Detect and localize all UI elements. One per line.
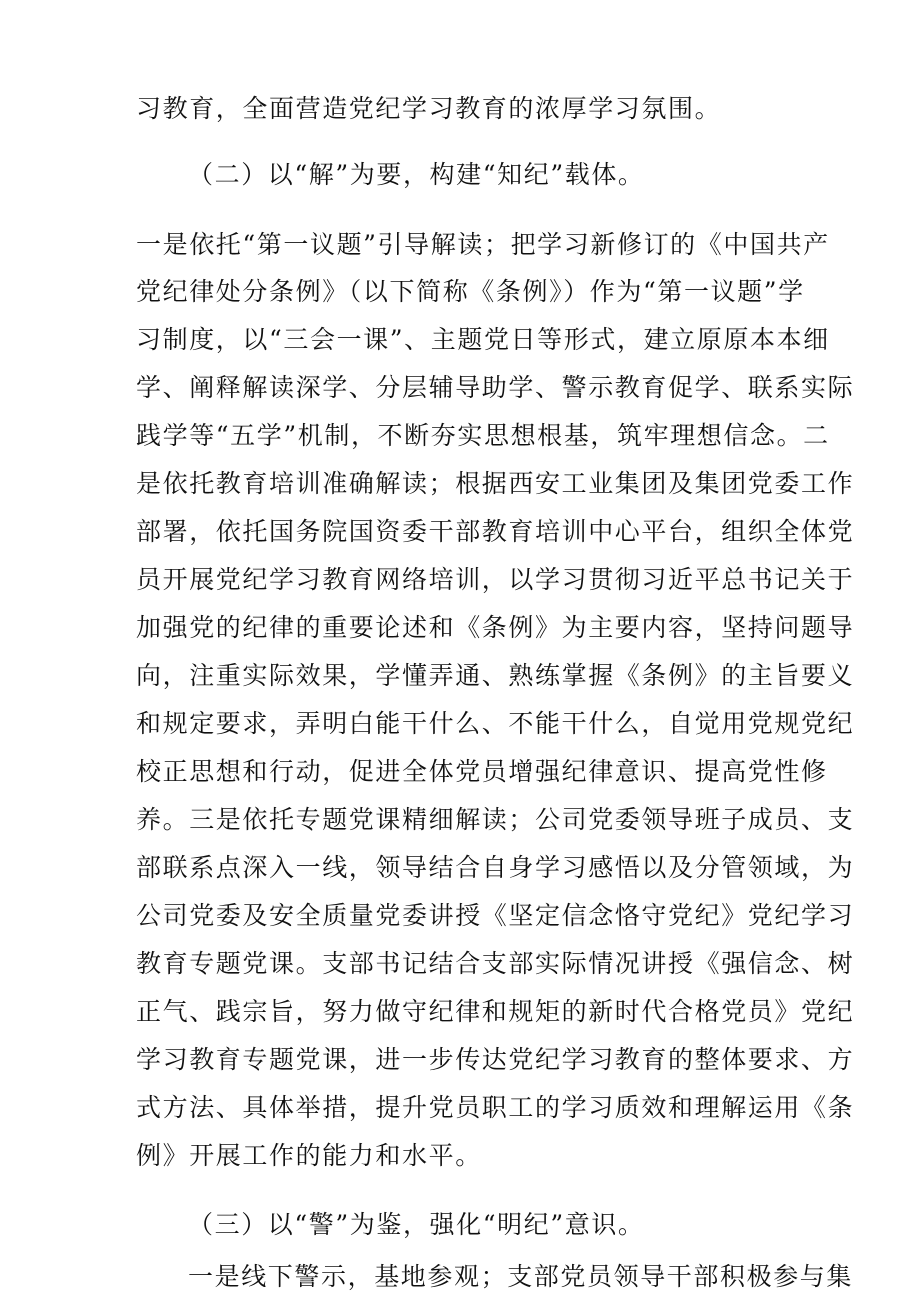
text-line: 一是依托“第一议题”引导解读；把学习新修订的《中国共产: [136, 230, 830, 259]
text-line: 向，注重实际效果，学懂弄通、熟练掌握《条例》的主旨要义: [136, 661, 855, 690]
text-line: 践学等“五学”机制，不断夯实思想根基，筑牢理想信念。二: [136, 421, 830, 450]
text-line: 教育专题党课。支部书记结合支部实际情况讲授《强信念、树: [136, 949, 855, 978]
text-line: 校正思想和行动，促进全体党员增强纪律意识、提高党性修: [136, 757, 828, 786]
text-line: 学习教育专题党课，进一步传达党纪学习教育的整体要求、方: [136, 1045, 855, 1074]
text-line: 习教育，全面营造党纪学习教育的浓厚学习氛围。: [136, 94, 722, 123]
text-line: 党纪律处分条例》（以下简称《条例》）作为“第一议题”学: [136, 277, 805, 306]
text-line: 例》开展工作的能力和水平。: [136, 1141, 482, 1170]
text-line: 养。三是依托专题党课精细解读；公司党委领导班子成员、支: [136, 805, 855, 834]
text-line: 公司党委及安全质量党委讲授《坚定信念恪守党纪》党纪学习: [136, 901, 855, 930]
section-heading: （三）以“警”为鉴，强化“明纪”意识。: [188, 1210, 645, 1239]
text-line: 是依托教育培训准确解读；根据西安工业集团及集团党委工作: [136, 469, 855, 498]
text-line: 部署，依托国务院国资委干部教育培训中心平台，组织全体党: [136, 517, 855, 546]
text-line: 式方法、具体举措，提升党员职工的学习质效和理解运用《条: [136, 1093, 855, 1122]
text-line: 习制度，以“三会一课”、主题党日等形式，建立原原本本细: [136, 325, 830, 354]
text-line: 加强党的纪律的重要论述和《条例》为主要内容，坚持问题导: [136, 613, 855, 642]
text-line: 员开展党纪学习教育网络培训，以学习贯彻习近平总书记关于: [136, 565, 855, 594]
text-line: 学、阐释解读深学、分层辅导助学、警示教育促学、联系实际: [136, 373, 855, 402]
text-line: 正气、践宗旨，努力做守纪律和规矩的新时代合格党员》党纪: [136, 997, 855, 1026]
text-line: 一是线下警示，基地参观；支部党员领导干部积极参与集: [188, 1262, 854, 1291]
text-line: 部联系点深入一线，领导结合自身学习感悟以及分管领域，为: [136, 853, 855, 882]
section-heading: （二）以“解”为要，构建“知纪”载体。: [188, 160, 645, 189]
text-line: 和规定要求，弄明白能干什么、不能干什么，自觉用党规党纪: [136, 709, 855, 738]
